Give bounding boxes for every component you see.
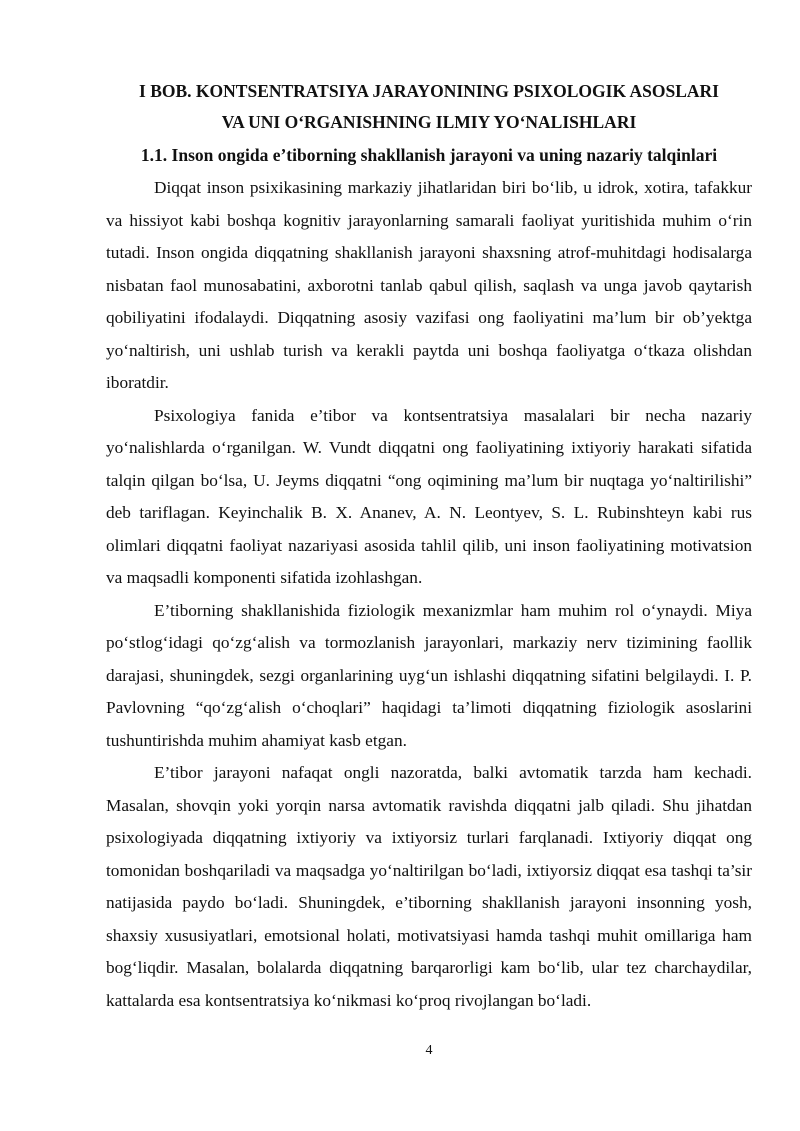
chapter-title xyxy=(106,76,752,137)
paragraph-3: E’tiborning shakllanishida fiziologik mexanizmlar ham muhim rol o‘ynaydi. Miya po‘stlog‘idagi qo‘zg‘alish va tormozlanish jarayonlari, markaziy nerv tizimining faollik darajasi, shuningdek, sezgi organlarining uyg‘un ishlashi diqqatning sifatini belgilaydi. I. P. Pavlovning “qo‘zg‘alish o‘choqlari” haqidagi ta’limoti diqqatning fiziologik asoslarini tushuntirishda muhim ahamiyat kasb etgan. xyxy=(106,600,752,750)
body-text xyxy=(106,172,752,1017)
paragraph-4: E’tibor jarayoni nafaqat ongli nazoratda, balki avtomatik tarzda ham kechadi. Masalan, shovqin yoki yorqin narsa avtomatik ravishda diqqatni jalb qiladi. Shu jihatdan psixologiyada diqqatning ixtiyoriy va ixtiyorsiz turlari farqlanadi. Ixtiyoriy diqqat ong tomonidan boshqariladi va maqsadga yo‘naltirilgan bo‘ladi, ixtiyorsiz diqqat esa tashqi ta’sir natijasida paydo bo‘ladi. Shuningdek, e’tiborning shakllanish jarayoni insonning yosh, shaxsiy xususiyatlari, emotsional holati, motivatsiyasi hamda tashqi muhit omillariga ham bog‘liqdir. Masalan, bolalarda diqqatning barqarorligi kam bo‘lib, ular tez charchaydilar, kattalarda esa kontsentratsiya ko‘nikmasi ko‘proq rivojlangan bo‘ladi. xyxy=(106,763,752,1010)
paragraph-1: Diqqat inson psixikasining markaziy jihatlaridan biri bo‘lib, u idrok, xotira, tafakkur va hissiyot kabi boshqa kognitiv jarayonlarning samarali faoliyat yuritishida muhim o‘rin tutadi. Inson ongida diqqatning shakllanish jarayoni shaxsning atrof-muhitdagi hodisalarga nisbatan faol munosabatini, axborotni tanlab qabul qilish, saqlash va unga javob qaytarish qobiliyatini ifodalaydi. Diqqatning asosiy vazifasi ong faoliyatini ma’lum bir ob’yektga yo‘naltirish, uni ushlab turish va kerakli paytda uni boshqa faoliyatga o‘tkaza olishdan iboratdir. xyxy=(106,178,752,392)
chapter-title-line-2: VA UNI O‘RGANISHNING ILMIY YO‘NALISHLARI xyxy=(221,111,637,132)
chapter-title-line-1: I BOB. KONTSENTRATSIYA JARAYONINING PSIXOLOGIK ASOSLARI xyxy=(139,81,719,101)
section-title: 1.1. Inson ongida e’tiborning shakllanish jarayoni va uning nazariy talqinlari xyxy=(140,145,718,165)
paragraph-2: Psixologiya fanida e’tibor va kontsentratsiya masalalari bir necha nazariy yo‘nalishlarda o‘rganilgan. W. Vundt diqqatni ong faoliyatining ixtiyoriy harakati sifatida talqin qilgan bo‘lsa, U. Jeyms diqqatni “ong oqimining ma’lum bir nuqtaga yo‘naltirilishi” deb tariflagan. Keyinchalik B. X. Ananev, A. N. Leontyev, S. L. Rubinshteyn kabi rus olimlari diqqatni faoliyat nazariyasi asosida tahlil qilib, uni inson faoliyatining motivatsion va maqsadli komponenti sifatida izohlashgan. xyxy=(106,405,752,587)
page-number: 4 xyxy=(425,1043,433,1058)
